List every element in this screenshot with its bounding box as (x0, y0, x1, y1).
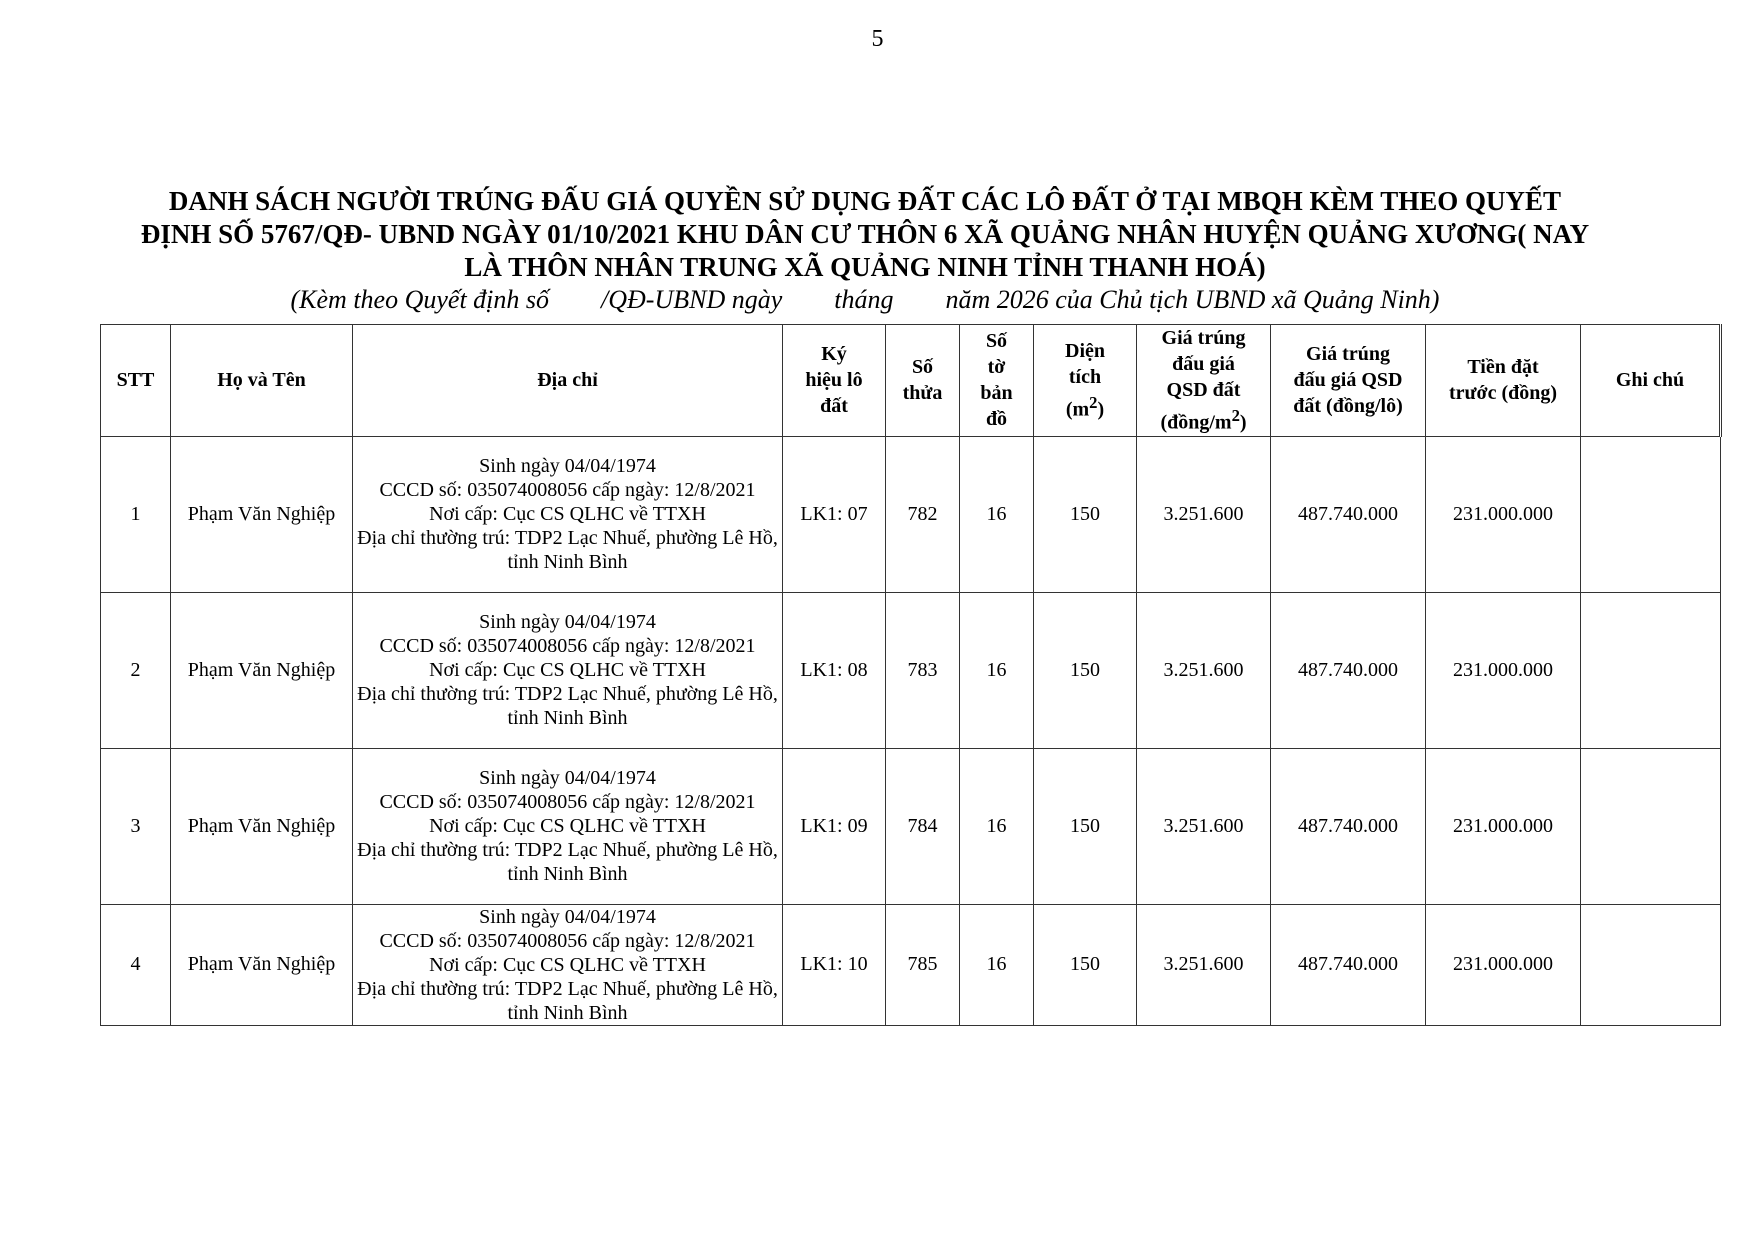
cell-unit-price: 3.251.600 (1137, 436, 1271, 592)
cell-lot-price: 487.740.000 (1271, 592, 1426, 748)
title-line: LÀ THÔN NHÂN TRUNG XÃ QUẢNG NINH TỈNH THANH HOÁ) (464, 252, 1266, 282)
header-lot-code: Ký hiệu lô đất (783, 325, 886, 437)
cell-unit-price: 3.251.600 (1137, 904, 1271, 1025)
header-note: Ghi chú (1581, 325, 1721, 437)
cell-parcel-no: 782 (886, 436, 960, 592)
page-number: 5 (871, 26, 884, 52)
table-row (101, 592, 1721, 748)
header-stt: STT (101, 325, 171, 437)
winners-table (100, 324, 1722, 1026)
document-subtitle: (Kèm theo Quyết định số /QĐ-UBND ngày tháng năm 2026 của Chủ tịch UBND xã Quảng Ninh) (290, 285, 1440, 314)
cell-stt: 1 (101, 436, 171, 592)
cell-note (1581, 904, 1721, 1025)
cell-map-sheet: 16 (960, 436, 1034, 592)
cell-stt: 3 (101, 748, 171, 904)
cell-lot-code: LK1: 07 (783, 436, 886, 592)
cell-name: Phạm Văn Nghiệp (171, 592, 353, 748)
cell-parcel-no: 783 (886, 592, 960, 748)
cell-lot-price: 487.740.000 (1271, 904, 1426, 1025)
cell-note (1581, 748, 1721, 904)
cell-deposit: 231.000.000 (1426, 436, 1581, 592)
cell-lot-code: LK1: 09 (783, 748, 886, 904)
cell-name: Phạm Văn Nghiệp (171, 904, 353, 1025)
header-lot-price: Giá trúng đấu giá QSD đất (đồng/lô) (1271, 325, 1426, 437)
cell-address: Sinh ngày 04/04/1974 CCCD số: 035074008056 cấp ngày: 12/8/2021 Nơi cấp: Cục CS QLHC về TTXH Địa chỉ thường trú: TDP2 Lạc Nhuế, phường Lê Hồ, tỉnh Ninh Bình (353, 436, 783, 592)
cell-deposit: 231.000.000 (1426, 592, 1581, 748)
cell-name: Phạm Văn Nghiệp (171, 436, 353, 592)
cell-map-sheet: 16 (960, 748, 1034, 904)
cell-unit-price: 3.251.600 (1137, 748, 1271, 904)
cell-name: Phạm Văn Nghiệp (171, 748, 353, 904)
cell-note (1581, 592, 1721, 748)
cell-map-sheet: 16 (960, 904, 1034, 1025)
cell-note (1581, 436, 1721, 592)
cell-parcel-no: 784 (886, 748, 960, 904)
cell-lot-price: 487.740.000 (1271, 748, 1426, 904)
header-name: Họ và Tên (171, 325, 353, 437)
header-address: Địa chỉ (353, 325, 783, 437)
title-line: ĐỊNH SỐ 5767/QĐ- UBND NGÀY 01/10/2021 KHU DÂN CƯ THÔN 6 XÃ QUẢNG NHÂN HUYỆN QUẢNG XƯƠNG( NAY (140, 219, 1590, 249)
cell-area: 150 (1034, 904, 1137, 1025)
cell-map-sheet: 16 (960, 592, 1034, 748)
header-area: Diện tích $(m^2)$ (1034, 325, 1137, 437)
cell-address: Sinh ngày 04/04/1974 CCCD số: 035074008056 cấp ngày: 12/8/2021 Nơi cấp: Cục CS QLHC về TTXH Địa chỉ thường trú: TDP2 Lạc Nhuế, phường Lê Hồ, tỉnh Ninh Bình (353, 904, 783, 1025)
cell-address: Sinh ngày 04/04/1974 CCCD số: 035074008056 cấp ngày: 12/8/2021 Nơi cấp: Cục CS QLHC về TTXH Địa chỉ thường trú: TDP2 Lạc Nhuế, phường Lê Hồ, tỉnh Ninh Bình (353, 592, 783, 748)
header-map-sheet: Số tờ bản đồ (960, 325, 1034, 437)
table-header-row (101, 325, 1721, 437)
title-line: DANH SÁCH NGƯỜI TRÚNG ĐẤU GIÁ QUYỀN SỬ DỤNG ĐẤT CÁC LÔ ĐẤT Ở TẠI MBQH KÈM THEO QUYẾT (168, 186, 1562, 216)
document-title (100, 185, 1630, 284)
cell-stt: 4 (101, 904, 171, 1025)
cell-deposit: 231.000.000 (1426, 904, 1581, 1025)
table-row (101, 436, 1721, 592)
cell-lot-code: LK1: 10 (783, 904, 886, 1025)
cell-stt: 2 (101, 592, 171, 748)
cell-area: 150 (1034, 748, 1137, 904)
table-row (101, 904, 1721, 1025)
header-parcel-no: Số thửa (886, 325, 960, 437)
cell-area: 150 (1034, 436, 1137, 592)
cell-parcel-no: 785 (886, 904, 960, 1025)
cell-lot-price: 487.740.000 (1271, 436, 1426, 592)
cell-deposit: 231.000.000 (1426, 748, 1581, 904)
header-deposit: Tiền đặt trước (đồng) (1426, 325, 1581, 437)
header-unit-price: Giá trúng đấu giá QSD đất $(đồng/m^2)$ (1137, 325, 1271, 437)
cell-area: 150 (1034, 592, 1137, 748)
table-row (101, 748, 1721, 904)
cell-unit-price: 3.251.600 (1137, 592, 1271, 748)
cell-lot-code: LK1: 08 (783, 592, 886, 748)
cell-address: Sinh ngày 04/04/1974 CCCD số: 035074008056 cấp ngày: 12/8/2021 Nơi cấp: Cục CS QLHC về TTXH Địa chỉ thường trú: TDP2 Lạc Nhuế, phường Lê Hồ, tỉnh Ninh Bình (353, 748, 783, 904)
